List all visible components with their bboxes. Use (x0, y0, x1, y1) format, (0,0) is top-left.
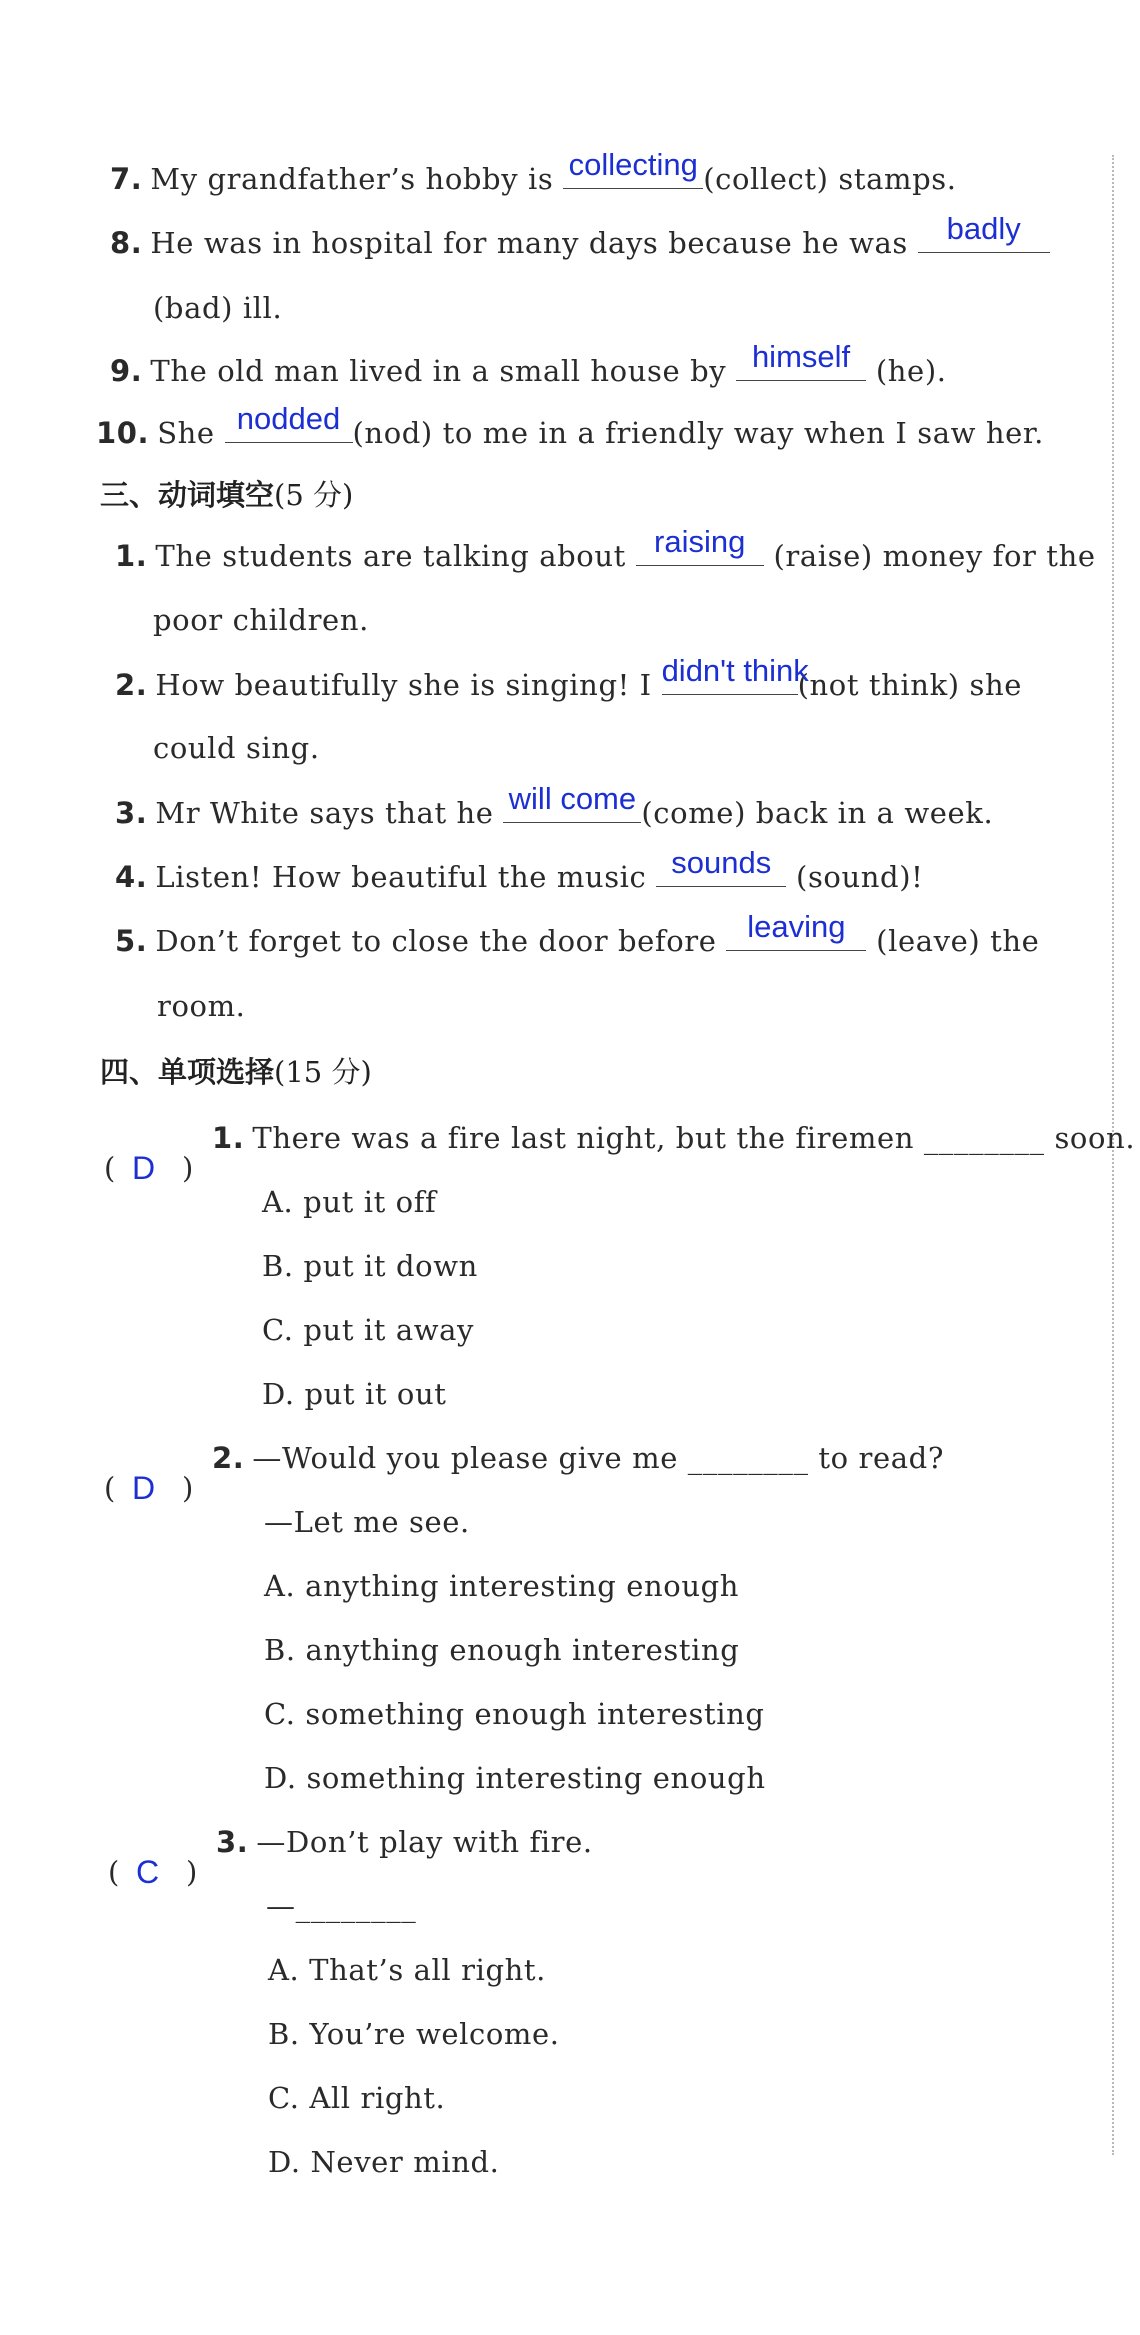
fill-item-9 (110, 339, 947, 391)
answer-blank (736, 339, 866, 381)
paren-open: ( (108, 1855, 120, 1889)
item-text: Mr White says that he (155, 796, 504, 830)
answer-blank (918, 211, 1050, 253)
handwritten-answer: will come (508, 781, 637, 816)
handwritten-answer: sounds (671, 845, 772, 880)
question-text: —Don’t play with fire. (256, 1825, 593, 1859)
item-number: 4. (115, 860, 148, 894)
mcq-2-option-d: D. something interesting enough (264, 1761, 766, 1795)
verb-item-1-continued (153, 600, 369, 640)
paren-close: ) (186, 1855, 198, 1889)
section-points: (5 分) (274, 478, 354, 512)
item-text: (he). (866, 354, 947, 388)
item-number: 1. (212, 1121, 245, 1155)
mcq-3-option-a: A. That’s all right. (268, 1953, 546, 1987)
verb-item-2-continued (153, 728, 320, 768)
item-text: The students are talking about (155, 539, 636, 573)
item-text: could sing. (153, 731, 320, 765)
item-text: (leave) the (866, 924, 1040, 958)
mcq-1-option-b: B. put it down (262, 1249, 478, 1283)
mcq-3-stem (108, 1822, 593, 1890)
item-number: 9. (110, 354, 143, 388)
paren-close: ) (182, 1471, 194, 1505)
item-number: 2. (212, 1441, 245, 1475)
section-points: (15 分) (274, 1055, 372, 1089)
item-text: (come) back in a week. (641, 796, 994, 830)
item-text: The old man lived in a small house by (150, 354, 737, 388)
mcq-3-dialogue-reply: —________ (266, 1889, 417, 1923)
item-text: (collect) stamps. (703, 162, 957, 196)
answer-blank (661, 653, 809, 695)
section-title: 三、动词填空 (100, 478, 275, 512)
paren-open: ( (104, 1151, 116, 1185)
item-text: poor children. (153, 603, 369, 637)
verb-item-5-continued (157, 986, 246, 1026)
item-text: (nod) to me in a friendly way when I saw her. (352, 416, 1044, 450)
mcq-3-option-d: D. Never mind. (268, 2145, 500, 2179)
item-text: Listen! How beautiful the music (155, 860, 657, 894)
item-number: 10. (96, 416, 150, 450)
answer-blank (656, 845, 786, 887)
answer-blank (636, 524, 764, 566)
item-text: (bad) ill. (153, 291, 283, 325)
mcq-2-option-b: B. anything enough interesting (264, 1633, 740, 1667)
section-3-heading (100, 475, 353, 515)
mcq-1-option-d: D. put it out (262, 1377, 447, 1411)
paren-close: ) (182, 1151, 194, 1185)
item-text: He was in hospital for many days because he was (150, 226, 918, 260)
mcq-1-stem (104, 1118, 1136, 1186)
handwritten-answer: collecting (568, 147, 698, 182)
verb-item-4 (115, 845, 924, 897)
mcq-1-option-c: C. put it away (262, 1313, 475, 1347)
item-number: 2. (115, 668, 148, 702)
mcq-2-dialogue-reply: —Let me see. (264, 1505, 470, 1539)
section-title: 四、单项选择 (100, 1055, 275, 1089)
item-text: How beautifully she is singing! I (155, 668, 662, 702)
mcq-1-option-a: A. put it off (262, 1185, 437, 1219)
handwritten-answer: himself (751, 339, 851, 374)
item-number: 7. (110, 162, 143, 196)
verb-item-5 (115, 909, 1040, 961)
handwritten-choice: D (132, 1470, 156, 1506)
fill-item-8 (110, 211, 1050, 263)
verb-item-3 (115, 781, 994, 833)
item-text: Don’t forget to close the door before (155, 924, 727, 958)
answer-blank (726, 909, 866, 951)
mcq-2-option-c: C. something enough interesting (264, 1697, 765, 1731)
mcq-3-option-b: B. You’re welcome. (268, 2017, 560, 2051)
fill-item-8-continued (153, 288, 282, 328)
handwritten-choice: D (132, 1150, 156, 1186)
item-text: room. (157, 989, 246, 1023)
fill-item-7 (110, 147, 957, 199)
item-number: 5. (115, 924, 148, 958)
paren-open: ( (104, 1471, 116, 1505)
item-number: 3. (115, 796, 148, 830)
section-4-heading (100, 1052, 372, 1092)
question-text: There was a fire last night, but the firemen ________ soon. (252, 1121, 1136, 1155)
mcq-2-stem (104, 1438, 944, 1506)
handwritten-answer: badly (946, 211, 1021, 246)
question-text: —Would you please give me ________ to read? (252, 1441, 944, 1475)
verb-item-2 (115, 653, 1022, 705)
handwritten-choice: C (136, 1854, 160, 1890)
verb-item-1 (115, 524, 1096, 576)
item-text: (not think) she (797, 668, 1022, 702)
answer-blank (563, 147, 703, 189)
item-number: 3. (216, 1825, 249, 1859)
fill-item-10 (96, 401, 1044, 453)
item-number: 1. (115, 539, 148, 573)
handwritten-answer: raising (654, 524, 746, 559)
item-text: (sound)! (786, 860, 924, 894)
item-text: My grandfather’s hobby is (150, 162, 564, 196)
mcq-2-option-a: A. anything interesting enough (264, 1569, 740, 1603)
item-number: 8. (110, 226, 143, 260)
item-text: She (157, 416, 225, 450)
answer-blank (225, 401, 353, 443)
handwritten-answer: nodded (236, 401, 341, 436)
handwritten-answer: leaving (747, 909, 846, 944)
answer-blank (503, 781, 641, 823)
handwritten-answer: didn't think (661, 653, 809, 688)
item-text: (raise) money for the (763, 539, 1096, 573)
mcq-3-option-c: C. All right. (268, 2081, 446, 2115)
